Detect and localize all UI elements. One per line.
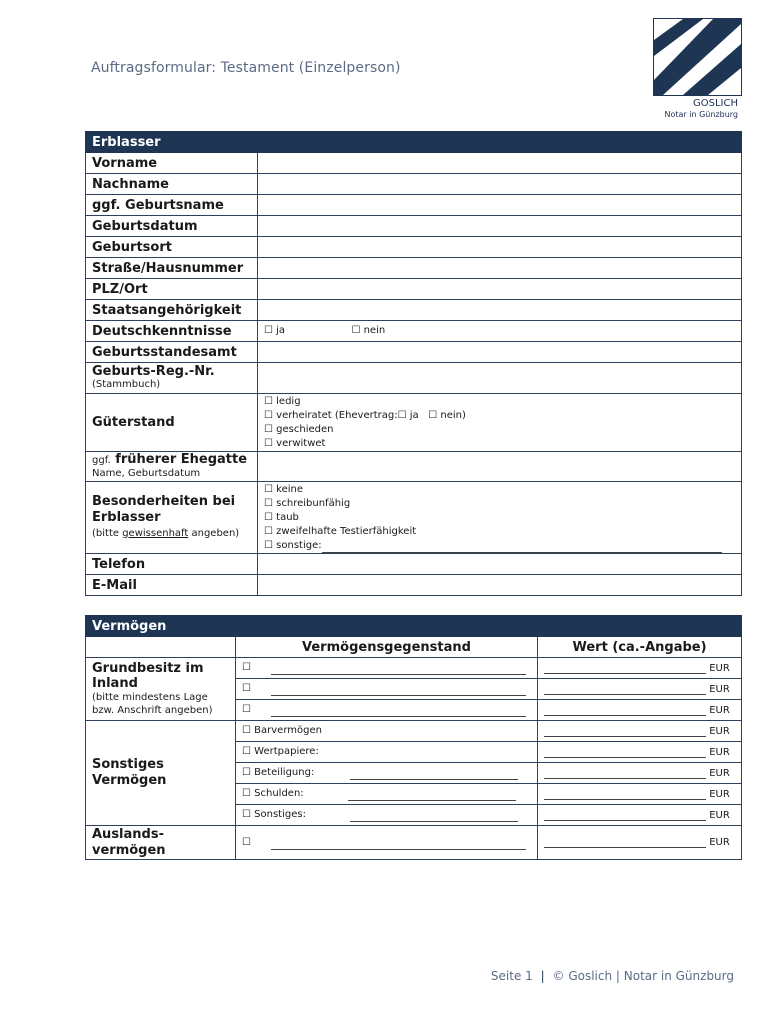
logo-subtitle: Notar in Günzburg [664, 110, 738, 119]
ausland-title-1: Auslands- [92, 826, 164, 842]
empty-header-cell [86, 637, 236, 658]
schulden-wert[interactable]: EUR [538, 784, 742, 805]
regnr-label [86, 363, 258, 394]
page-footer [491, 969, 734, 983]
vorname-label: Vorname [86, 153, 258, 174]
ehegatte-field[interactable] [258, 452, 742, 482]
schulden-item[interactable]: ☐ Schulden: [236, 784, 538, 805]
sonstiges-item[interactable]: ☐ Sonstiges: [236, 805, 538, 826]
staatsangehoerigkeit-label: Staatsangehörigkeit [86, 300, 258, 321]
vorname-field[interactable] [258, 153, 742, 174]
barvermoegen-wert[interactable]: EUR [538, 721, 742, 742]
vermoegen-header: Vermögen [86, 616, 742, 637]
standesamt-field[interactable] [258, 342, 742, 363]
grundbesitz-title-1: Grundbesitz im [92, 661, 204, 676]
erblasser-table [85, 131, 742, 596]
beteiligung-item[interactable]: ☐ Beteiligung: [236, 763, 538, 784]
bavarian-lozenge-icon [653, 18, 742, 96]
barvermoegen-item[interactable]: ☐ Barvermögen [236, 721, 538, 742]
plz-ort-field[interactable] [258, 279, 742, 300]
geburtsname-label: ggf. Geburtsname [86, 195, 258, 216]
strasse-field[interactable] [258, 258, 742, 279]
sonstiges-title-2: Vermögen [92, 773, 167, 788]
form-title: Auftragsformular: Testament (Einzelperson) [91, 60, 401, 76]
grundbesitz-hint-2: bzw. Anschrift angeben) [92, 705, 213, 716]
geburtsort-field[interactable] [258, 237, 742, 258]
besonderheiten-hint: (bitte gewissenhaft angeben) [92, 527, 240, 539]
geburtsort-label: Geburtsort [86, 237, 258, 258]
ehegatte-subtitle: Name, Geburtsdatum [92, 468, 201, 479]
grundbesitz-wert-1[interactable]: EUR [538, 658, 742, 679]
strasse-label: Straße/Hausnummer [86, 258, 258, 279]
sonstiges-wert[interactable]: EUR [538, 805, 742, 826]
erblasser-header: Erblasser [86, 132, 742, 153]
grundbesitz-hint-1: (bitte mindestens Lage [92, 692, 208, 703]
deutschkenntnisse-field [258, 321, 742, 342]
email-field[interactable] [258, 575, 742, 596]
grundbesitz-wert-2[interactable]: EUR [538, 679, 742, 700]
wert-column-header: Wert (ca.-Angabe) [538, 637, 742, 658]
wertpapiere-wert[interactable]: EUR [538, 742, 742, 763]
footer-separator: | [540, 969, 545, 983]
nachname-label: Nachname [86, 174, 258, 195]
beteiligung-wert[interactable]: EUR [538, 763, 742, 784]
wertpapiere-item[interactable]: ☐ Wertpapiere: [236, 742, 538, 763]
geburtsdatum-field[interactable] [258, 216, 742, 237]
geburtsdatum-label: Geburtsdatum [86, 216, 258, 237]
auslandsvermoegen-label [86, 826, 236, 860]
regnr-subtitle: (Stammbuch) [92, 379, 161, 390]
notary-logo [653, 18, 742, 125]
ehevertrag-ja-checkbox[interactable]: ☐ [397, 409, 407, 421]
besonderheiten-label [86, 482, 258, 554]
page-number: Seite 1 [490, 969, 533, 983]
regnr-field[interactable] [258, 363, 742, 394]
gegenstand-column-header: Vermögensgegenstand [236, 637, 538, 658]
nachname-field[interactable] [258, 174, 742, 195]
plz-ort-label: PLZ/Ort [86, 279, 258, 300]
taub-option[interactable]: ☐ taub [264, 511, 299, 523]
footer-copyright: © Goslich | Notar in Günzburg [552, 969, 734, 983]
geburtsname-field[interactable] [258, 195, 742, 216]
ehevertrag-nein-checkbox[interactable]: ☐ [428, 409, 438, 421]
verwitwet-option[interactable]: ☐ verwitwet [264, 437, 326, 449]
besonderheiten-title-1: Besonderheiten bei [92, 493, 236, 509]
testierfaehigkeit-option[interactable]: ☐ zweifelhafte Testierfähigkeit [264, 525, 417, 537]
grundbesitz-wert-3[interactable]: EUR [538, 700, 742, 721]
ausland-title-2: vermögen [92, 842, 166, 858]
gueterstand-label: Güterstand [86, 394, 258, 452]
standesamt-label: Geburtsstandesamt [86, 342, 258, 363]
nein-label: nein [363, 325, 386, 336]
regnr-title: Geburts-Reg.-Nr. [92, 364, 215, 379]
sonstige-line[interactable] [322, 552, 722, 553]
deutschkenntnisse-label: Deutschkenntnisse [86, 321, 258, 342]
grundbesitz-item-3[interactable]: ☐ [236, 700, 538, 721]
ja-label: ja [276, 325, 286, 336]
logo-name: GOSLICH [693, 98, 738, 109]
sonstige-option[interactable]: ☐ sonstige: [264, 539, 735, 553]
email-label: E-Mail [86, 575, 258, 596]
sonstiges-vermoegen-label [86, 721, 236, 826]
staatsangehoerigkeit-field[interactable] [258, 300, 742, 321]
auslandsvermoegen-item[interactable]: ☐ [236, 826, 538, 860]
besonderheiten-options [258, 482, 742, 554]
telefon-label: Telefon [86, 554, 258, 575]
sonstiges-title-1: Sonstiges [92, 757, 164, 772]
vermoegen-table [85, 615, 742, 860]
grundbesitz-title-2: Inland [92, 676, 138, 691]
ehegatte-title: früherer Ehegatte [115, 452, 248, 467]
auslandsvermoegen-wert[interactable]: EUR [538, 826, 742, 860]
grundbesitz-label [86, 658, 236, 721]
verheiratet-option[interactable]: ☐ verheiratet (Ehevertrag:☐ ja ☐ nein) [264, 409, 466, 421]
telefon-field[interactable] [258, 554, 742, 575]
ledig-option[interactable]: ☐ ledig [264, 395, 301, 407]
ehegatte-label [86, 452, 258, 482]
gueterstand-options [258, 394, 742, 452]
keine-option[interactable]: ☐ keine [264, 483, 304, 495]
schreibunfaehig-option[interactable]: ☐ schreibunfähig [264, 497, 351, 509]
besonderheiten-title-2: Erblasser [92, 509, 161, 525]
grundbesitz-item-2[interactable]: ☐ [236, 679, 538, 700]
ehegatte-prefix: ggf. [92, 455, 111, 466]
nein-checkbox[interactable]: ☐ [351, 325, 361, 336]
ja-checkbox[interactable]: ☐ [264, 325, 273, 336]
grundbesitz-item-1[interactable]: ☐ [236, 658, 538, 679]
geschieden-option[interactable]: ☐ geschieden [264, 423, 334, 435]
